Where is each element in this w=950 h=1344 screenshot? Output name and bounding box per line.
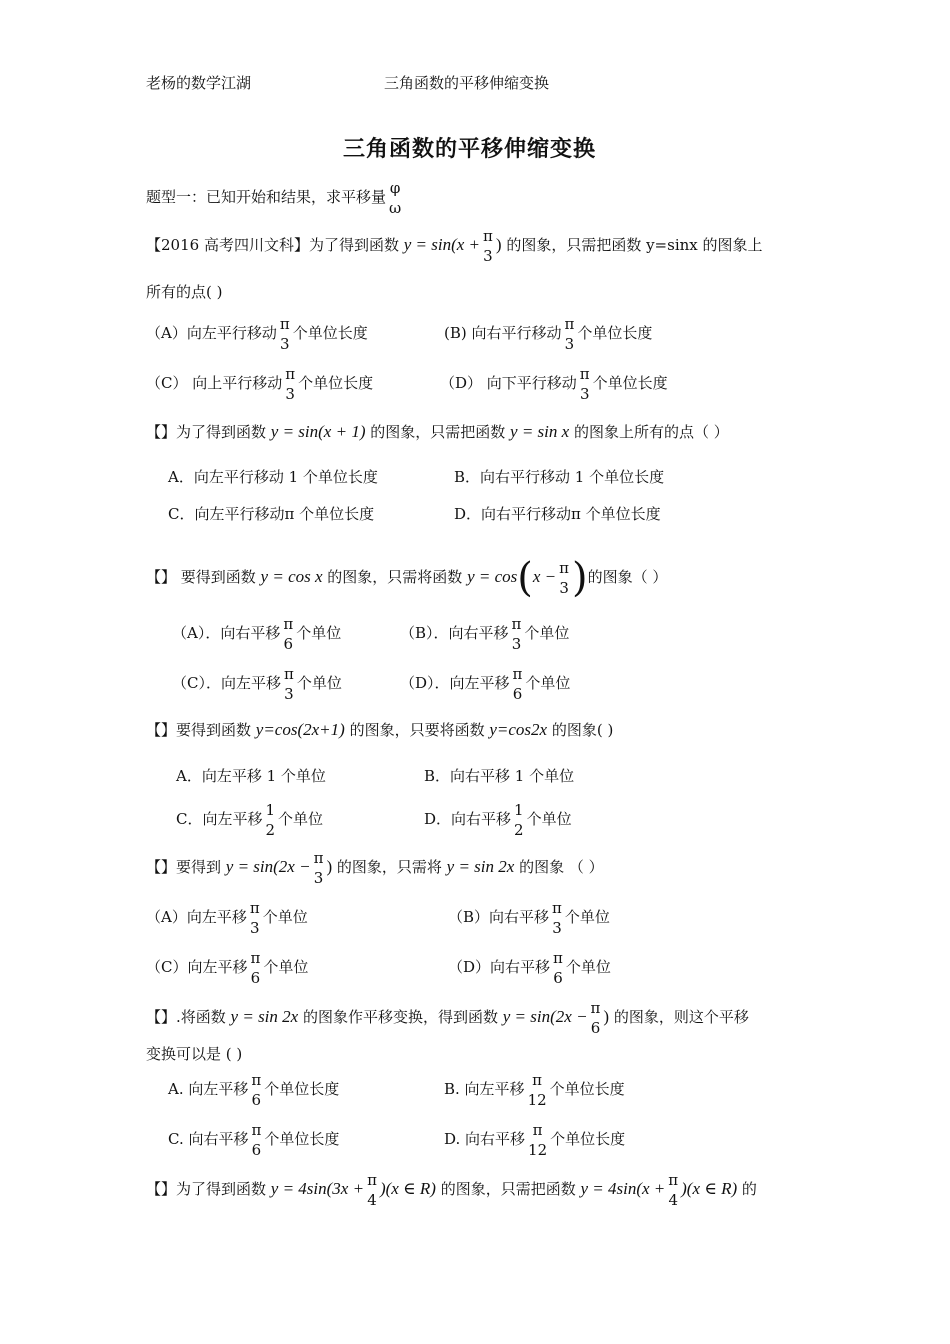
q4-option-c[interactable]: C．向左平移 1 2 个单位: [176, 801, 324, 839]
q5-option-b[interactable]: （B）向右平移 π 3 个单位: [448, 899, 610, 937]
q4-option-d[interactable]: D．向右平移 1 2 个单位: [424, 801, 572, 839]
question-7-stem: 【】为了得到函数 y = 4sin(3x + π 4 )(x ∈ R) 的图象，只需把函数 y = 4sin(x + π 4 )(x ∈ R) 的: [146, 1171, 757, 1209]
q1-suffix: 的图象，只需把函数 y=sinx 的图象上: [501, 236, 763, 254]
question-6-line2: 变换可以是 ( ): [146, 1045, 243, 1063]
q2-option-d[interactable]: D．向右平行移动π 个单位长度: [454, 505, 661, 523]
q3-option-c[interactable]: （C）．向左平移 π 3 个单位: [172, 665, 342, 703]
q1-fraction: π 3: [483, 227, 493, 265]
q2-option-c[interactable]: C．向左平行移动π 个单位长度: [168, 505, 375, 523]
q1-option-c[interactable]: （C） 向上平行移动 π 3 个单位长度: [146, 365, 374, 403]
q4-option-b[interactable]: B．向右平移 1 个单位: [424, 767, 575, 785]
q6-option-c[interactable]: C. 向右平移 π 6 个单位长度: [168, 1121, 340, 1159]
q2-option-b[interactable]: B．向右平行移动 1 个单位长度: [454, 468, 665, 486]
q3-option-d[interactable]: （D）．向左平移 π 6 个单位: [400, 665, 571, 703]
header-center: 三角函数的平移伸缩变换: [384, 74, 550, 92]
q1-func: y = sin(x +: [403, 235, 481, 254]
q6-option-b[interactable]: B. 向左平移 π 12 个单位长度: [444, 1071, 625, 1109]
q6-option-d[interactable]: D. 向右平移 π 12 个单位长度: [444, 1121, 626, 1159]
q1-option-d[interactable]: （D） 向下平行移动 π 3 个单位长度: [440, 365, 668, 403]
q5-option-c[interactable]: （C）向左平移 π 6 个单位: [146, 949, 309, 987]
question-4-stem: 【】要得到函数 y=cos(2x+1) 的图象，只要将函数 y=cos2x 的图象( ): [146, 720, 614, 739]
page-title: 三角函数的平移伸缩变换: [343, 136, 597, 162]
q1-prefix: 【2016 高考四川文科】为了得到函数: [146, 236, 404, 254]
section-label: 题型一：已知开始和结果，求平移量: [146, 188, 387, 206]
q6-option-a[interactable]: A. 向左平移 π 6 个单位长度: [168, 1071, 340, 1109]
header-left: 老杨的数学江湖: [146, 74, 252, 92]
q3-option-b[interactable]: （B）．向右平移 π 3 个单位: [400, 615, 570, 653]
question-1-line2: 所有的点( ): [146, 283, 223, 301]
q4-option-a[interactable]: A．向左平移 1 个单位: [176, 767, 326, 785]
q1-option-b[interactable]: (B) 向右平行移动 π 3 个单位长度: [444, 315, 653, 353]
section-heading: [146, 178, 404, 218]
q1-option-a[interactable]: （A）向左平行移动 π 3 个单位长度: [146, 315, 368, 353]
question-1-stem: 【2016 高考四川文科】为了得到函数 y = sin(x + π 3 ) 的图象，只需把函数 y=sinx 的图象上: [146, 227, 763, 265]
question-3-stem: 【】 要得到函数 y = cos x 的图象，只需将函数 y = cos(x − π 3 )的图象（ ）: [146, 555, 668, 601]
q5-option-a[interactable]: （A）向左平移 π 3 个单位: [146, 899, 308, 937]
question-2-stem: 【】为了得到函数 y = sin(x + 1) 的图象，只需把函数 y = sin x 的图象上所有的点（ ）: [146, 422, 729, 441]
phi-omega-fraction: φ ω: [389, 179, 402, 217]
q3-option-a[interactable]: （A）．向右平移 π 6 个单位: [172, 615, 342, 653]
q2-option-a[interactable]: A．向左平行移动 1 个单位长度: [168, 468, 378, 486]
question-6-stem: 【】.将函数 y = sin 2x 的图象作平移变换，得到函数 y = sin(2x − π 6 ) 的图象，则这个平移: [146, 999, 749, 1037]
q5-option-d[interactable]: （D）向右平移 π 6 个单位: [448, 949, 611, 987]
question-5-stem: 【】要得到 y = sin(2x − π 3 ) 的图象，只需将 y = sin 2x 的图象 （ ）: [146, 849, 604, 887]
